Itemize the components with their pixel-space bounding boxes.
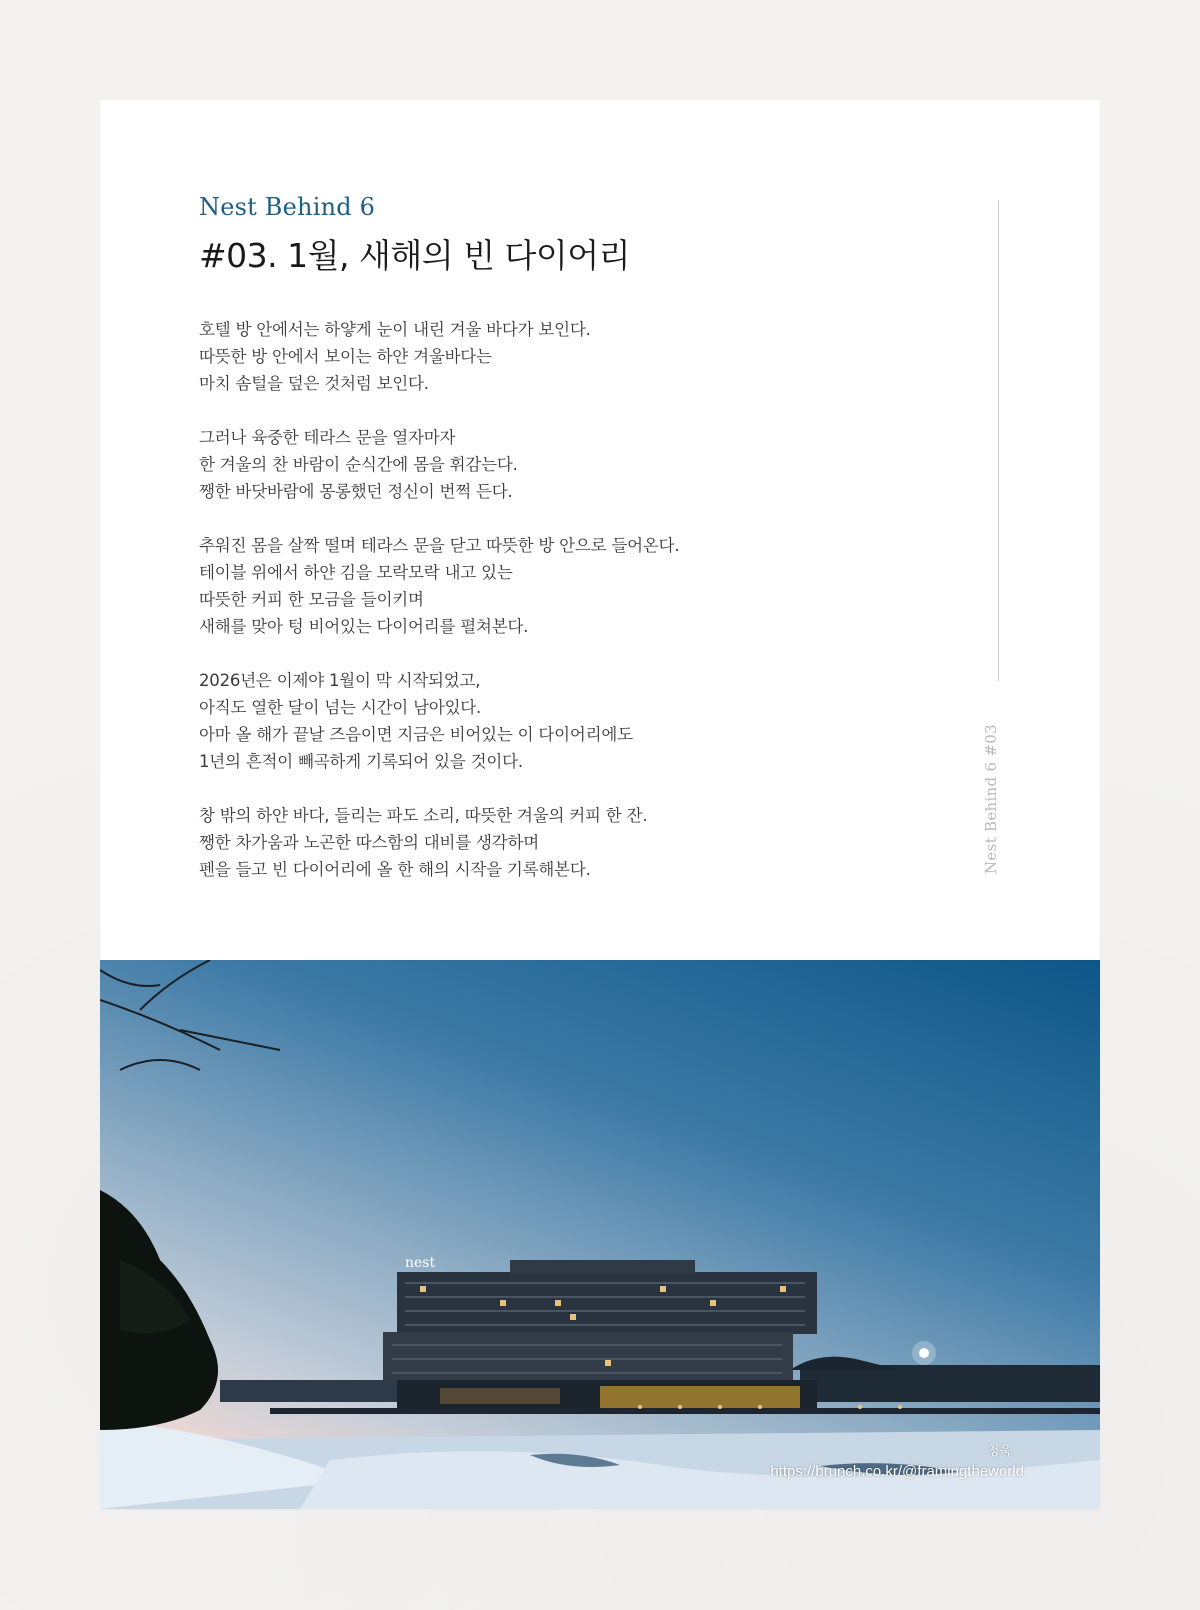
text-line: 2026년은 이제야 1월이 막 시작되었고,: [199, 671, 481, 690]
text-line: 그러나 육중한 테라스 문을 열자마자: [199, 428, 456, 447]
text-line: 쨍한 차가움과 노곤한 따스함의 대비를 생각하며: [199, 833, 540, 852]
post-title: #03. 1월, 새해의 빈 다이어리: [199, 236, 630, 275]
text-line: 한 겨울의 찬 바람이 순식간에 몸을 휘감는다.: [199, 455, 518, 474]
watermark-author: 청욱: [986, 1443, 1012, 1458]
text-line: 아마 올 해가 끝날 즈음이면 지금은 비어있는 이 다이어리에도: [199, 725, 633, 744]
text-line: 1년의 흔적이 빼곡하게 기록되어 있을 것이다.: [199, 752, 523, 771]
text-line: 따뜻한 방 안에서 보이는 하얀 겨울바다는: [199, 347, 492, 366]
text-line: 마치 솜털을 덮은 것처럼 보인다.: [199, 374, 429, 393]
hotel-night-scene: [100, 960, 1100, 1509]
text-line: 쨍한 바닷바람에 몽롱했던 정신이 번쩍 든다.: [199, 482, 513, 501]
text-line: 추워진 몸을 살짝 떨며 테라스 문을 닫고 따뜻한 방 안으로 들어온다.: [199, 536, 680, 555]
hotel-photo: [100, 960, 1100, 1509]
article-card: [100, 100, 1100, 1509]
building-sign: nest: [405, 1255, 436, 1271]
text-line: 호텔 방 안에서는 하얗게 눈이 내린 겨울 바다가 보인다.: [199, 320, 591, 339]
paragraph: [199, 667, 919, 775]
text-line: 아직도 열한 달이 넘는 시간이 남아있다.: [199, 698, 482, 717]
watermark-url: https://brunch.co.kr/@framingtheworld: [770, 1463, 1024, 1480]
side-series-label: Nest Behind 6 #03: [982, 724, 1000, 874]
article-text: [199, 192, 919, 910]
side-divider: [998, 200, 999, 681]
paragraph: [199, 316, 919, 397]
paragraph: [199, 424, 919, 505]
text-line: 테이블 위에서 하얀 김을 모락모락 내고 있는: [199, 563, 513, 582]
photo-watermark: [770, 1440, 1024, 1480]
text-line: 따뜻한 커피 한 모금을 들이키며: [199, 590, 424, 609]
series-title: Nest Behind 6: [199, 193, 376, 221]
article-body: [199, 316, 919, 883]
text-line: 펜을 들고 빈 다이어리에 올 한 해의 시작을 기록해본다.: [199, 860, 591, 879]
text-line: 창 밖의 하얀 바다, 들리는 파도 소리, 따뜻한 겨울의 커피 한 잔.: [199, 806, 648, 825]
paragraph: [199, 532, 919, 640]
paragraph: [199, 802, 919, 883]
text-line: 새해를 맞아 텅 비어있는 다이어리를 펼쳐본다.: [199, 617, 529, 636]
